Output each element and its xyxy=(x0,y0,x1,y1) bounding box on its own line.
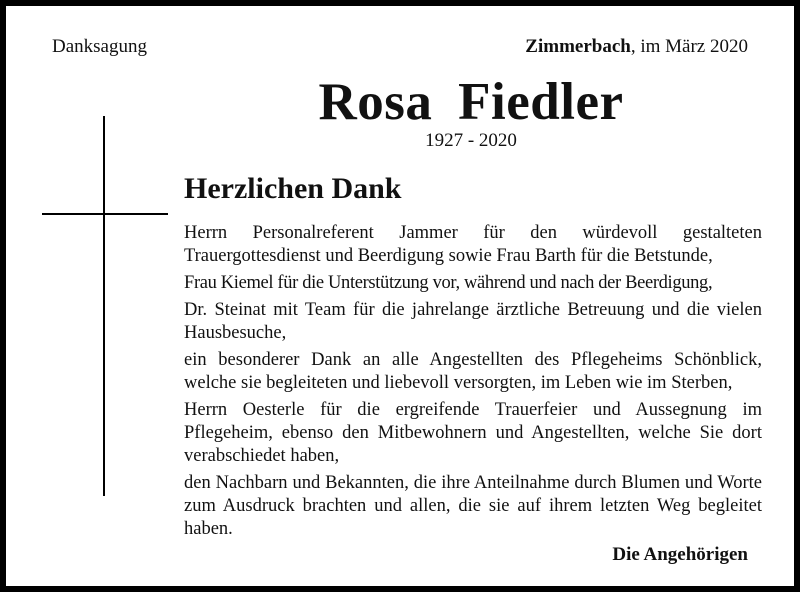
life-years: 1927 - 2020 xyxy=(425,130,517,151)
notice-type-label: Danksagung xyxy=(52,36,147,57)
signature: Die Angehörigen xyxy=(612,544,748,565)
thanks-paragraph: ein besonderer Dank an alle Angestellten des Pflegeheims Schönblick, welche sie begleiteten und liebevoll versorgten, im Leben wie im Sterben, xyxy=(184,350,762,393)
thanks-paragraph: den Nachbarn und Bekannten, die ihre Anteilnahme durch Blumen und Worte zum Ausdruck brachten und allen, die sie auf ihrem letzten Weg begleitet haben. xyxy=(184,473,762,539)
place-date xyxy=(525,36,748,58)
date-text: , im März 2020 xyxy=(630,36,748,57)
cross-vertical-bar xyxy=(103,116,105,496)
place-name: Zimmerbach xyxy=(525,36,631,57)
thanks-paragraph: Dr. Steinat mit Team für die jahrelange ärztliche Betreuung und die vielen Hausbesuche, xyxy=(184,300,762,343)
thanks-heading: Herzlichen Dank xyxy=(184,172,402,205)
deceased-name: Rosa Fiedler xyxy=(318,73,624,131)
thanks-paragraph: Herrn Personalreferent Jammer für den würdevoll gestalteten Trauergottesdienst und Beerdigung sowie Frau Barth für die Betstunde, xyxy=(184,223,762,266)
thanks-paragraph: Frau Kiemel für die Unterstützung vor, während und nach der Beerdigung, xyxy=(184,273,713,293)
cross-horizontal-bar xyxy=(42,213,168,215)
thanks-paragraph: Herrn Oesterle für die ergreifende Trauerfeier und Aussegnung im Pflegeheim, ebenso den Mitbewohnern und Angestellten, welche Sie dort verabschiedet haben, xyxy=(184,400,762,466)
thanks-body xyxy=(184,222,762,545)
